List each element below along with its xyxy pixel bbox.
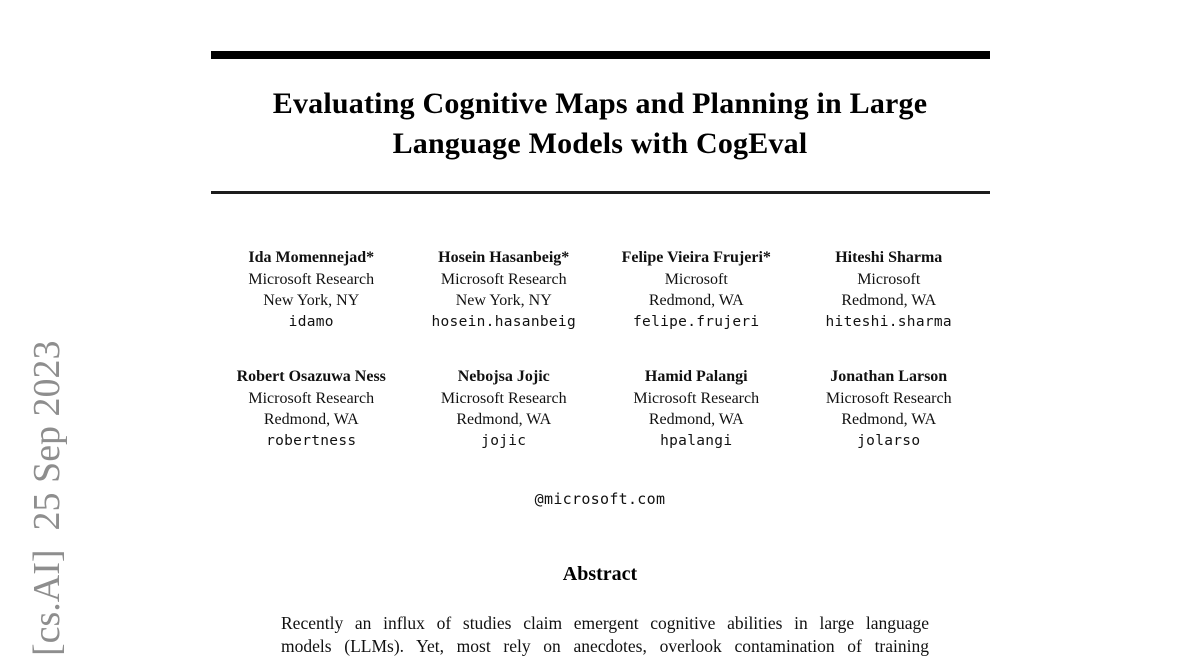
author-location: Redmond, WA <box>648 292 744 309</box>
author-location: Redmond, WA <box>456 411 552 428</box>
author-email: robertness <box>266 432 357 449</box>
author-affiliation: Microsoft Research <box>825 389 952 407</box>
author-block <box>408 366 601 452</box>
author-block <box>215 366 408 452</box>
author-block <box>600 247 793 333</box>
author-block <box>215 247 408 333</box>
author-name: Ida Momennejad* <box>248 249 375 266</box>
author-email: felipe.frujeri <box>633 313 760 330</box>
title-separator-rule <box>211 191 990 194</box>
author-name: Felipe Vieira Frujeri* <box>621 249 771 266</box>
top-rule <box>211 51 990 59</box>
author-location: Redmond, WA <box>841 411 937 428</box>
author-location: New York, NY <box>263 292 360 309</box>
author-name: Hosein Hasanbeig* <box>438 249 570 266</box>
author-name: Jonathan Larson <box>830 368 948 385</box>
author-affiliation: Microsoft Research <box>440 270 567 288</box>
author-location: Redmond, WA <box>841 292 937 309</box>
author-affiliation: Microsoft <box>857 270 921 288</box>
author-email: jolarso <box>857 432 921 449</box>
paper-title-line-2: Language Models with CogEval <box>392 127 808 160</box>
author-affiliation: Microsoft Research <box>248 270 375 288</box>
abstract-heading: Abstract <box>562 563 638 585</box>
author-email: hpalangi <box>660 432 733 449</box>
author-affiliation: Microsoft Research <box>440 389 567 407</box>
author-name: Robert Osazuwa Ness <box>236 368 386 385</box>
author-location: Redmond, WA <box>648 411 744 428</box>
arxiv-watermark: [cs.AI] 25 Sep 2023 <box>26 340 68 656</box>
author-email: hiteshi.sharma <box>825 313 952 330</box>
author-block <box>600 366 793 452</box>
authors-row-2 <box>215 366 985 452</box>
author-affiliation: Microsoft <box>664 270 728 288</box>
author-block <box>793 366 986 452</box>
authors-row-1 <box>215 247 985 333</box>
author-email: hosein.hasanbeig <box>431 313 576 330</box>
author-block <box>793 247 986 333</box>
author-email: jojic <box>481 432 527 449</box>
author-location: New York, NY <box>455 292 552 309</box>
abstract-line-2: models (LLMs). Yet, most rely on anecdotes, overlook contamination of training <box>281 636 929 656</box>
author-name: Hamid Palangi <box>644 368 748 385</box>
author-affiliation: Microsoft Research <box>633 389 760 407</box>
paper-title <box>210 84 990 164</box>
author-name: Hiteshi Sharma <box>835 249 943 266</box>
abstract-line-1: Recently an influx of studies claim emergent cognitive abilities in large language <box>281 613 929 633</box>
paper-title-line-1: Evaluating Cognitive Maps and Planning in Large <box>272 87 928 120</box>
shared-email-domain: @microsoft.com <box>534 490 666 508</box>
author-block <box>408 247 601 333</box>
author-location: Redmond, WA <box>263 411 359 428</box>
author-affiliation: Microsoft Research <box>248 389 375 407</box>
abstract-body <box>281 612 929 658</box>
author-name: Nebojsa Jojic <box>457 368 550 385</box>
author-email: idamo <box>288 313 334 330</box>
